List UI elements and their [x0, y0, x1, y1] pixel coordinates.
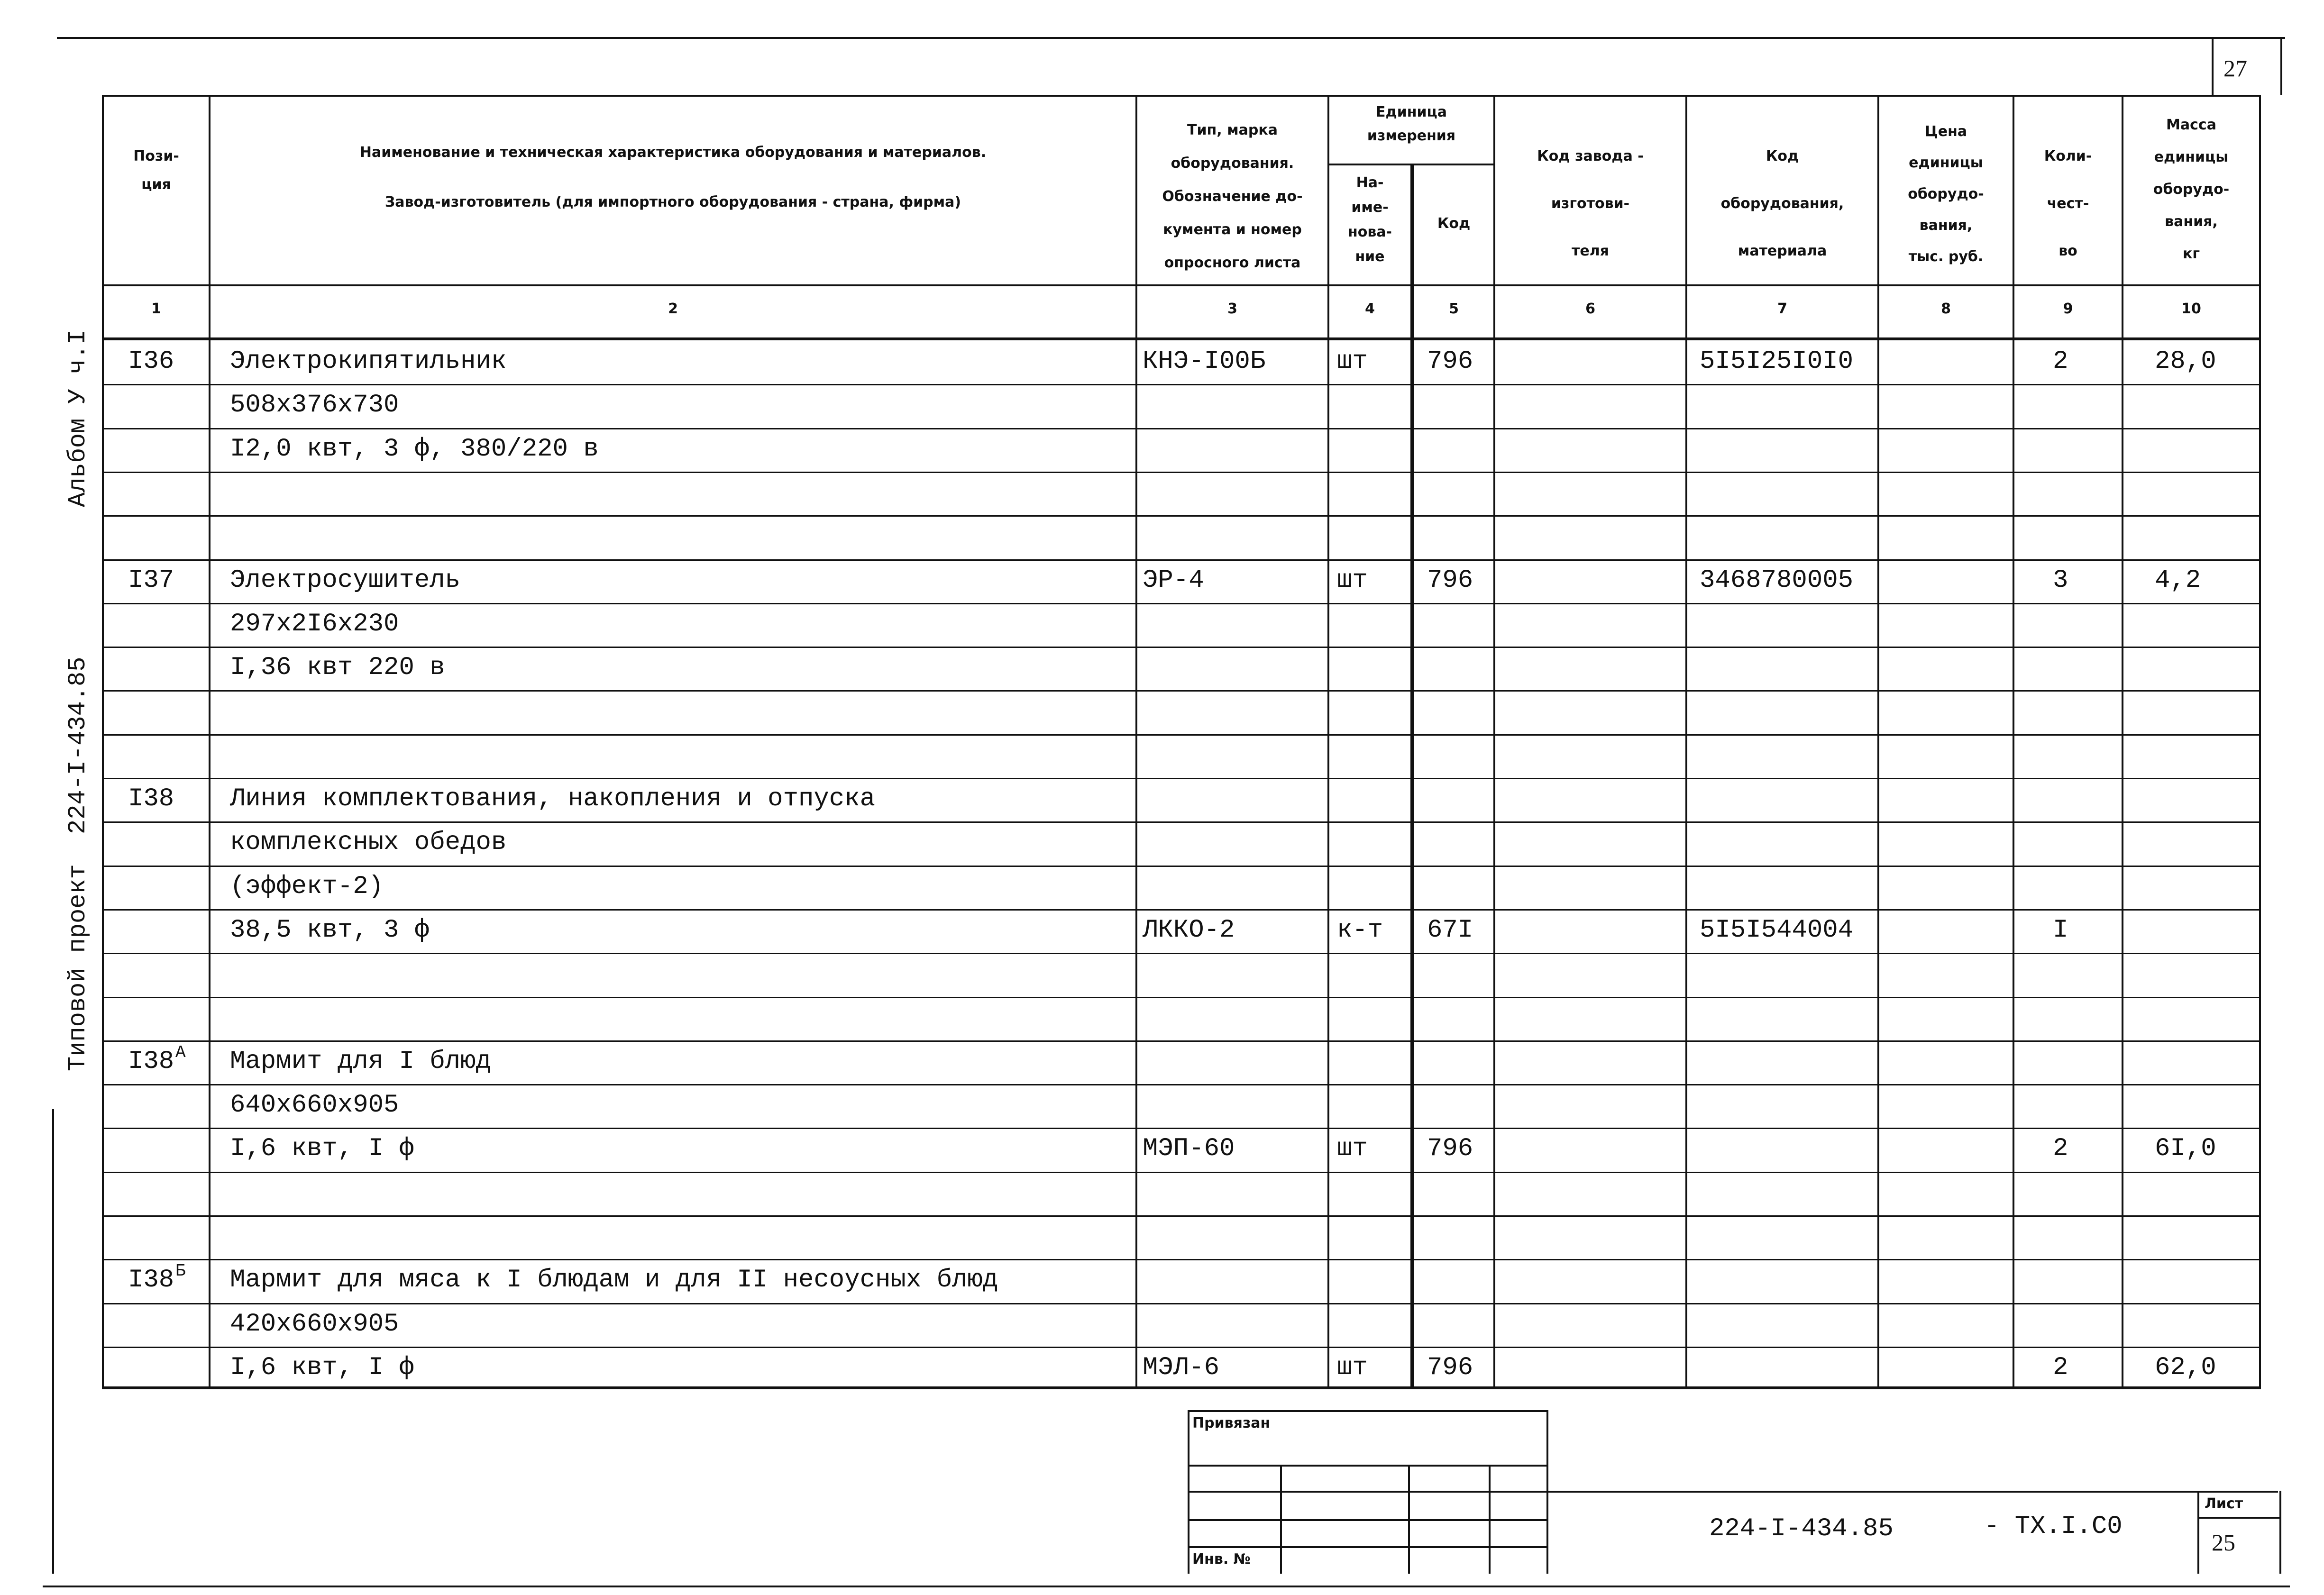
row-name: 508x376x730 [230, 391, 399, 419]
row-name: 420x660x905 [230, 1310, 399, 1339]
header-plant-code: Код завода - изготови- теля [1537, 148, 1644, 259]
stamp-document-code: 224-I-434.85 [1709, 1514, 1894, 1543]
stamp-inventory-number: Инв. № [1192, 1551, 1251, 1568]
row-unit-code: 796 [1427, 1134, 1473, 1163]
row-unit: к-т [1337, 916, 1383, 945]
side-label-project-type: Типовой проект [64, 864, 92, 1071]
row-mass: 28,0 [2155, 347, 2216, 376]
row-name: Электросушитель [230, 566, 461, 595]
column-number-8: 8 [1941, 301, 1951, 317]
row-name: 297x2I6x230 [230, 610, 399, 638]
row-equipment-code: 5I5I544004 [1700, 916, 1854, 945]
row-name: Линия комплектования, накопления и отпуска [230, 784, 876, 813]
row-name: Мармит для мяса к I блюдам и для II несоусных блюд [230, 1266, 998, 1294]
header-unit-name: На- име- нова- ние [1347, 174, 1392, 265]
column-number-7: 7 [1777, 301, 1787, 317]
stamp-sheet-label: Лист [2205, 1495, 2243, 1512]
column-number-3: 3 [1227, 301, 1237, 317]
column-number-9: 9 [2063, 301, 2073, 317]
row-name: I,6 квт, I ф [230, 1353, 414, 1382]
row-unit: шт [1337, 566, 1368, 595]
row-name: I2,0 квт, 3 ф, 380/220 в [230, 435, 599, 464]
page-number: 27 [2223, 55, 2247, 82]
header-name-line2: Завод-изготовитель (для импортного оборудования - страна, фирма) [384, 194, 961, 210]
row-position: I38 [128, 784, 174, 813]
row-name: комплексных обедов [230, 828, 507, 857]
row-mass: 62,0 [2155, 1353, 2216, 1382]
column-number-1: 1 [151, 301, 161, 317]
row-quantity: 2 [2053, 1134, 2068, 1163]
header-equipment-code: Код оборудования, материала [1720, 148, 1844, 259]
row-name: 640x660x905 [230, 1091, 399, 1120]
column-number-6: 6 [1585, 301, 1595, 317]
row-unit: шт [1337, 1134, 1368, 1163]
column-number-5: 5 [1449, 301, 1459, 317]
column-number-2: 2 [668, 301, 678, 317]
stamp-sheet-number: 25 [2212, 1529, 2235, 1556]
row-mass: 6I,0 [2155, 1134, 2216, 1163]
row-type: ЛККО-2 [1143, 916, 1235, 945]
side-label-album: Альбом У ч.I [64, 329, 92, 507]
row-unit: шт [1337, 1353, 1368, 1382]
row-unit: шт [1337, 347, 1368, 376]
side-label-project-code: 224-I-434.85 [64, 656, 92, 834]
column-number-10: 10 [2181, 301, 2201, 317]
row-position: I38 [128, 1266, 174, 1294]
header-type: Тип, марка оборудования. Обозначение до- кумента и номер опросного листа [1162, 122, 1303, 271]
row-type: ЭР-4 [1143, 566, 1204, 595]
row-name: Электрокипятильник [230, 347, 507, 376]
row-unit-code: 796 [1427, 566, 1473, 595]
row-type: КНЭ-I00Б [1143, 347, 1266, 376]
header-unit-group: Единица измерения [1367, 104, 1456, 144]
header-quantity: Коли- чест- во [2044, 148, 2092, 259]
row-equipment-code: 3468780005 [1700, 566, 1854, 595]
row-unit-code: 67I [1427, 916, 1473, 945]
row-type: МЭП-60 [1143, 1134, 1235, 1163]
row-position-superscript: Б [175, 1261, 186, 1281]
row-quantity: 2 [2053, 347, 2068, 376]
header-unit-code: Код [1437, 215, 1471, 232]
column-number-4: 4 [1365, 301, 1375, 317]
row-quantity: 2 [2053, 1353, 2068, 1382]
row-name: I,36 квт 220 в [230, 653, 445, 682]
row-position-superscript: А [175, 1043, 186, 1062]
row-unit-code: 796 [1427, 347, 1473, 376]
row-name: Мармит для I блюд [230, 1047, 491, 1076]
header-price: Цена единицы оборудо- вания, тыс. руб. [1908, 123, 1984, 265]
row-position: I38 [128, 1047, 174, 1076]
row-position: I37 [128, 566, 174, 595]
row-name: I,6 квт, I ф [230, 1134, 414, 1163]
row-name: (эффект-2) [230, 872, 384, 901]
header-mass: Масса единицы оборудо- вания, кг [2153, 117, 2230, 262]
row-name: 38,5 квт, 3 ф [230, 916, 430, 945]
row-mass: 4,2 [2155, 566, 2201, 595]
row-unit-code: 796 [1427, 1353, 1473, 1382]
header-name-line1: Наименование и техническая характеристика оборудования и материалов. [359, 144, 987, 161]
row-type: МЭЛ-6 [1143, 1353, 1220, 1382]
header-position: Пози- ция [133, 148, 179, 193]
row-equipment-code: 5I5I25I0I0 [1700, 347, 1854, 376]
stamp-document-suffix: - ТХ.I.С0 [1984, 1512, 2123, 1541]
row-position: I36 [128, 347, 174, 376]
row-quantity: I [2053, 916, 2068, 945]
row-quantity: 3 [2053, 566, 2068, 595]
stamp-privyazan: Привязан [1192, 1415, 1271, 1431]
